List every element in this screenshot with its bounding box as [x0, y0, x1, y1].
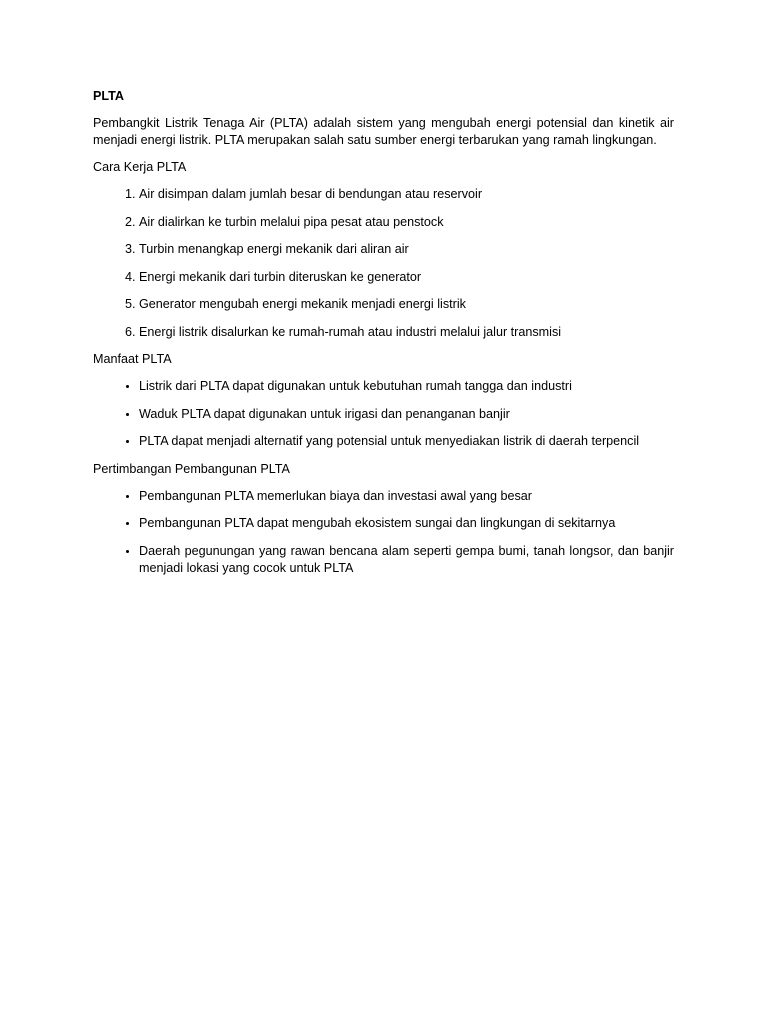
list-item: • Pembangunan PLTA memerlukan biaya dan investasi awal yang besar	[139, 488, 674, 505]
list-item: • PLTA dapat menjadi alternatif yang potensial untuk menyediakan listrik di daerah terpencil	[139, 433, 674, 450]
section-heading: Pertimbangan Pembangunan PLTA	[93, 461, 290, 476]
list-item: 2. Air dialirkan ke turbin melalui pipa pesat atau penstock	[139, 214, 674, 231]
list-item: 6. Energi listrik disalurkan ke rumah-rumah atau industri melalui jalur transmisi	[139, 324, 674, 341]
list-item: • Pembangunan PLTA dapat mengubah ekosistem sungai dan lingkungan di sekitarnya	[139, 515, 674, 532]
list-item: 1. Air disimpan dalam jumlah besar di bendungan atau reservoir	[139, 186, 674, 203]
bulleted-list	[93, 488, 674, 577]
list-item: • Listrik dari PLTA dapat digunakan untuk kebutuhan rumah tangga dan industri	[139, 378, 674, 395]
document-page	[93, 88, 674, 587]
section-heading: Cara Kerja PLTA	[93, 160, 187, 174]
section-heading: Manfaat PLTA	[93, 352, 172, 366]
list-item: 4. Energi mekanik dari turbin diteruskan ke generator	[139, 269, 674, 286]
bulleted-list	[93, 378, 674, 450]
section-manfaat	[93, 351, 674, 450]
numbered-list	[93, 186, 674, 341]
list-item: 5. Generator mengubah energi mekanik menjadi energi listrik	[139, 296, 674, 313]
list-item: 3. Turbin menangkap energi mekanik dari aliran air	[139, 241, 674, 258]
list-item: • Daerah pegunungan yang rawan bencana alam seperti gempa bumi, tanah longsor, dan banjir menjadi lokasi yang cocok untuk PLTA	[139, 543, 674, 577]
intro-paragraph: Pembangkit Listrik Tenaga Air (PLTA) adalah sistem yang mengubah energi potensial dan kinetik air menjadi energi listrik. PLTA merupakan salah satu sumber energi terbarukan yang ramah lingkungan.	[93, 116, 674, 147]
section-cara-kerja	[93, 159, 674, 341]
list-item: • Waduk PLTA dapat digunakan untuk irigasi dan penanganan banjir	[139, 406, 674, 423]
section-pertimbangan	[93, 461, 674, 577]
document-title: PLTA	[93, 89, 125, 103]
